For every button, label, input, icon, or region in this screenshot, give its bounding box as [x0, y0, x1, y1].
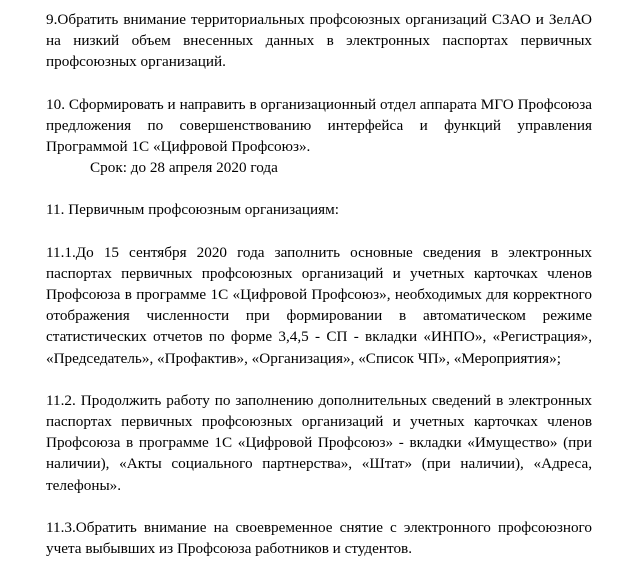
paragraph-10-deadline: Срок: до 28 апреля 2020 года [90, 159, 278, 177]
document-page [46, 9, 592, 559]
paragraph-gap [46, 178, 592, 199]
paragraph-11-1: 11.1.До 15 сентября 2020 года заполнить основные сведения в электронных паспортах первичных профсоюзных организаций и учетных карточках членов Профсоюза в программе 1С «Цифровой Профсоюз», необходимых для корректного отображения численности при формировании в автоматическом режиме статистических отчетов по форме 3,4,5 - СП - вкладки «ИНПО», «Регистрация», «Председатель», «Профактив», «Организация», «Список ЧП», «Мероприятия»; [46, 243, 592, 367]
paragraph-9: 9.Обратить внимание территориальных профсоюзных организаций СЗАО и ЗелАО на низкий объем внесенных данных в электронных паспортах первичных профсоюзных организаций. [46, 11, 592, 71]
paragraph-gap [46, 496, 592, 517]
paragraph-11: 11. Первичным профсоюзным организациям: [46, 201, 339, 219]
paragraph-11-2: 11.2. Продолжить работу по заполнению дополнительных сведений в электронных паспортах первичных профсоюзных организаций и учетных карточках членов Профсоюза в программе 1С «Цифровой Профсоюз» - вкладки «Имущество» (при наличии), «Акты социального партнерства», «Штат» (при наличии), «Адреса, телефоны». [46, 391, 592, 494]
paragraph-gap [46, 221, 592, 242]
paragraph-gap [46, 73, 592, 94]
paragraph-gap [46, 369, 592, 390]
paragraph-10: 10. Сформировать и направить в организационный отдел аппарата МГО Профсоюза предложения по совершенствованию интерфейса и функций управления Программой 1С «Цифровой Профсоюз». [46, 95, 592, 156]
paragraph-11-3: 11.3.Обратить внимание на своевременное снятие с электронного профсоюзного учета выбывших из Профсоюза работников и студентов. [46, 518, 592, 558]
